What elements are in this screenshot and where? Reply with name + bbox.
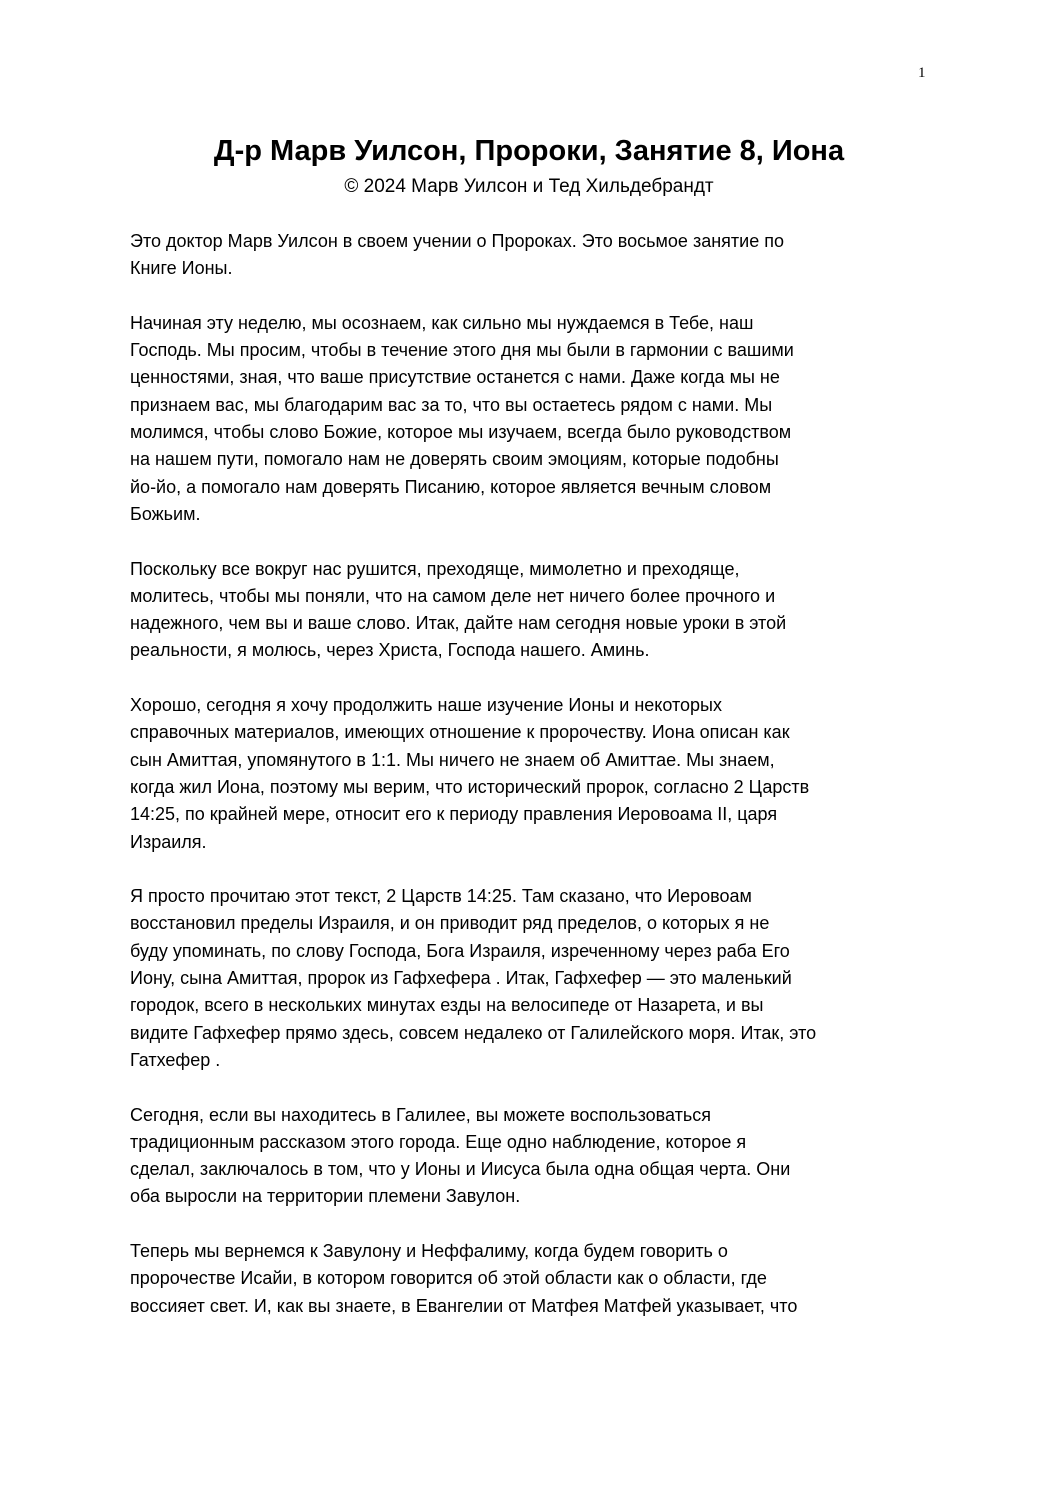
document-title: Д-р Марв Уилсон, Пророки, Занятие 8, Иона xyxy=(213,135,845,167)
paragraph xyxy=(130,883,920,1074)
text-line: сын Амиттая, упомянутого в 1:1. Мы ничего не знаем об Амиттае. Мы знаем, xyxy=(130,749,775,770)
paragraph xyxy=(130,1102,920,1211)
text-line: 14:25, по крайней мере, относит его к периоду правления Иеровоама II, царя xyxy=(130,804,778,825)
text-line: сделал, заключалось в том, что у Ионы и Иисуса была одна общая черта. Они xyxy=(130,1159,791,1180)
text-line: Книге Ионы. xyxy=(130,258,233,279)
paragraph xyxy=(130,310,920,528)
text-line: Я просто прочитаю этот текст, 2 Царств 14:25. Там сказано, что Иеровоам xyxy=(130,886,752,907)
text-line: воссияет свет. И, как вы знаете, в Евангелии от Матфея Матфей указывает, что xyxy=(130,1295,798,1316)
text-line: признаем вас, мы благодарим вас за то, что вы остаетесь рядом с нами. Мы xyxy=(130,394,773,415)
text-line: надежного, чем вы и ваше слово. Итак, дайте нам сегодня новые уроки в этой xyxy=(130,613,787,634)
text-line: Иону, сына Амиттая, пророк из Гафхефера . Итак, Гафхефер — это маленький xyxy=(130,968,792,989)
text-line: буду упоминать, по слову Господа, Бога Израиля, изреченному через раба Его xyxy=(130,940,790,961)
text-line: молимся, чтобы слово Божие, которое мы изучаем, всегда было руководством xyxy=(130,422,792,443)
text-line: Хорошо, сегодня я хочу продолжить наше изучение Ионы и некоторых xyxy=(130,695,722,716)
text-line: городок, всего в нескольких минутах езды на велосипеде от Назарета, и вы xyxy=(130,995,764,1016)
text-line: Поскольку все вокруг нас рушится, преходяще, мимолетно и преходяще, xyxy=(130,558,740,579)
page-number: 1 xyxy=(918,65,926,81)
text-line: Израиля. xyxy=(130,831,207,852)
paragraph xyxy=(130,1238,920,1320)
text-line: на нашем пути, помогало нам не доверять своим эмоциям, которые подобны xyxy=(130,449,779,470)
text-line: Божьим. xyxy=(130,503,201,524)
copyright-line: © 2024 Марв Уилсон и Тед Хильдебрандт xyxy=(344,176,714,197)
text-line: справочных материалов, имеющих отношение к пророчеству. Иона описан как xyxy=(130,722,790,743)
text-line: традиционным рассказом этого города. Еще одно наблюдение, которое я xyxy=(130,1131,747,1152)
text-line: оба выросли на территории племени Завулон. xyxy=(130,1186,521,1207)
text-line: молитесь, чтобы мы поняли, что на самом деле нет ничего более прочного и xyxy=(130,585,776,606)
text-line: йо-йо, а помогало нам доверять Писанию, которое является вечным словом xyxy=(130,476,772,497)
text-line: ценностями, зная, что ваше присутствие останется с нами. Даже когда мы не xyxy=(130,367,780,388)
text-line: Теперь мы вернемся к Завулону и Неффалиму, когда будем говорить о xyxy=(130,1240,728,1261)
text-line: Господь. Мы просим, чтобы в течение этого дня мы были в гармонии с вашими xyxy=(130,340,794,361)
text-line: Сегодня, если вы находитесь в Галилее, вы можете воспользоваться xyxy=(130,1104,712,1125)
paragraph xyxy=(130,692,920,856)
text-line: Начиная эту неделю, мы осознаем, как сильно мы нуждаемся в Тебе, наш xyxy=(130,312,754,333)
document-body xyxy=(130,228,920,1347)
text-line: пророчестве Исайи, в котором говорится об этой области как о области, где xyxy=(130,1268,767,1289)
text-line: восстановил пределы Израиля, и он приводит ряд пределов, о которых я не xyxy=(130,913,770,934)
text-line: Гатхефер . xyxy=(130,1049,221,1070)
text-line: Это доктор Марв Уилсон в своем учении о Пророках. Это восьмое занятие по xyxy=(130,231,784,251)
paragraph xyxy=(130,228,920,283)
text-line: когда жил Иона, поэтому мы верим, что исторический пророк, согласно 2 Царств xyxy=(130,776,810,797)
text-line: видите Гафхефер прямо здесь, совсем недалеко от Галилейского моря. Итак, это xyxy=(130,1022,817,1043)
paragraph xyxy=(130,556,920,665)
text-line: реальности, я молюсь, через Христа, Господа нашего. Аминь. xyxy=(130,640,650,661)
